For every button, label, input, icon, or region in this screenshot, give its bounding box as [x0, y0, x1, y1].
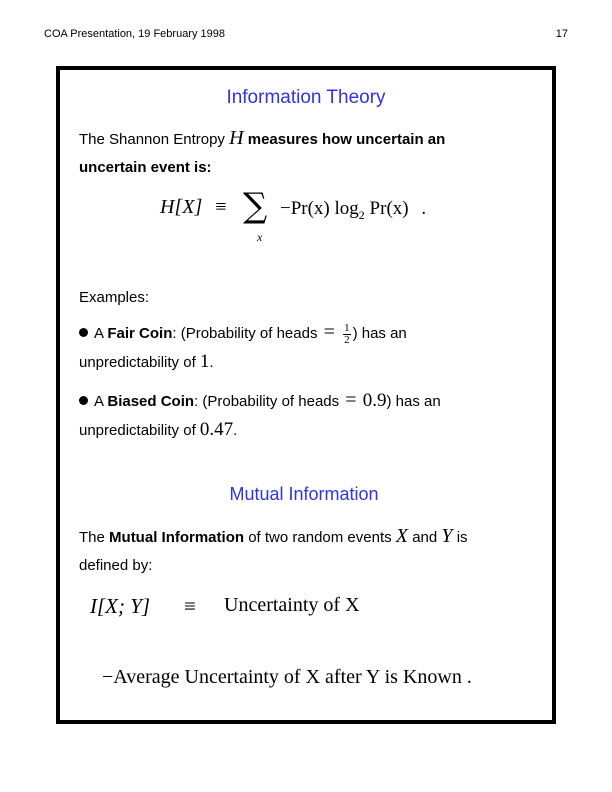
- mi-var-x: X: [395, 525, 409, 547]
- examples-label: Examples:: [79, 289, 150, 306]
- formula-end: .: [421, 198, 427, 219]
- mutual-information-title: Mutual Information: [229, 484, 379, 504]
- ex2-prob: 0.9: [362, 390, 387, 411]
- ex1-text-c: ) has an: [352, 325, 407, 342]
- ex2-text-b: : (Probability of heads: [194, 393, 340, 410]
- ex1-bold: Fair Coin: [107, 325, 173, 342]
- ex2-bold: Biased Coin: [107, 393, 195, 410]
- page-number: 17: [555, 28, 568, 40]
- mi-var-y: Y: [441, 525, 453, 547]
- mi-is: is: [456, 529, 468, 546]
- bullet-icon: [79, 328, 88, 337]
- mi-and: and: [412, 529, 438, 546]
- mi-line-2: defined by:: [79, 557, 153, 574]
- ex1-text-a: A: [94, 325, 104, 342]
- mi-formula-line-2: −Average Uncertainty of X after Y is Known .: [102, 666, 472, 688]
- mi-formula-equiv: ≡: [184, 594, 196, 618]
- intro-variable-h: H: [229, 127, 244, 149]
- mi-line-1: [79, 526, 468, 548]
- slide-title: Information Theory: [226, 87, 386, 108]
- example-fair-coin: [79, 322, 407, 346]
- sigma-index: x: [257, 230, 263, 244]
- intro-line-2: [79, 158, 212, 178]
- intro-line-1: [79, 128, 445, 150]
- mi-text-b: of two random events: [248, 529, 392, 546]
- ex1-fraction-num: 1: [344, 321, 350, 334]
- ex2-text-a: A: [94, 393, 104, 410]
- example-biased-coin-line-2: [79, 420, 237, 441]
- intro-text-b: measures how uncertain an: [247, 131, 446, 148]
- ex1-text-b: : (Probability of heads: [172, 325, 318, 342]
- mi-formula-lhs: I[X; Y]: [90, 594, 151, 618]
- mi-bold: Mutual Information: [109, 529, 245, 546]
- formula-equiv: ≡: [215, 196, 227, 218]
- mi-text-a: The: [79, 529, 105, 546]
- ex2-text-c: ) has an: [386, 393, 441, 410]
- mi-formula-rhs: Uncertainty of X: [224, 594, 360, 616]
- ex2-line2: unpredictability of: [79, 422, 196, 439]
- header-left-text: COA Presentation, 19 February 1998: [44, 28, 225, 40]
- intro-text-a: The Shannon Entropy: [79, 131, 225, 148]
- formula-term-a: −Pr(x) log: [280, 198, 359, 219]
- example-fair-coin-line-2: [79, 352, 214, 373]
- intro-text-c: uncertain event is:: [79, 159, 212, 176]
- entropy-formula: [160, 196, 235, 219]
- formula-lhs: H[X]: [160, 196, 203, 218]
- formula-log-base: 2: [358, 207, 365, 222]
- formula-term-b: Pr(x): [364, 198, 409, 219]
- ex1-equals: =: [323, 321, 335, 343]
- ex1-line2: unpredictability of: [79, 354, 196, 371]
- ex2-value: 0.47: [199, 419, 234, 440]
- sigma-symbol: ∑: [243, 186, 268, 226]
- ex1-fraction: [343, 323, 351, 346]
- bullet-icon: [79, 396, 88, 405]
- ex1-end: .: [209, 354, 214, 371]
- ex2-end: .: [233, 422, 238, 439]
- ex2-equals: =: [345, 389, 357, 411]
- ex1-fraction-den: 2: [344, 333, 350, 346]
- ex1-value: 1: [199, 351, 210, 372]
- formula-term: [280, 198, 426, 223]
- example-biased-coin: [79, 390, 441, 412]
